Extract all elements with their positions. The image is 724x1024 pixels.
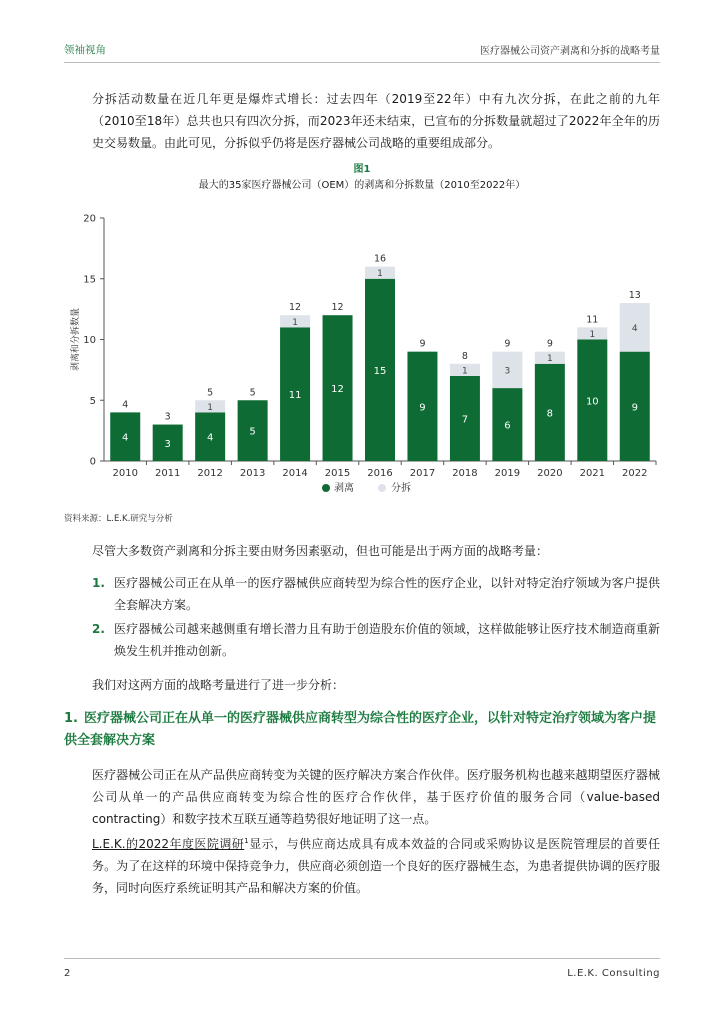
x-tick-label: 2014 bbox=[282, 468, 308, 479]
bar-value-label: 15 bbox=[373, 365, 387, 377]
footnote-marker: 1 bbox=[244, 837, 249, 845]
legend-marker bbox=[378, 484, 386, 492]
bar-value-label: 3 bbox=[504, 366, 511, 377]
list-item-number: 2. bbox=[92, 622, 105, 636]
bar-value-label: 1 bbox=[546, 354, 553, 365]
footer-divider bbox=[64, 958, 660, 959]
legend-marker bbox=[322, 484, 330, 492]
x-tick-label: 2013 bbox=[239, 468, 266, 479]
bar-total-label: 13 bbox=[628, 290, 641, 302]
x-tick-label: 2018 bbox=[452, 468, 478, 479]
list-item-number: 1. bbox=[92, 576, 105, 590]
list-item bbox=[92, 618, 660, 662]
bar-total-label: 11 bbox=[586, 314, 599, 326]
bar-total-label: 9 bbox=[504, 338, 511, 350]
bar-value-label: 12 bbox=[331, 384, 344, 396]
list-item-text: 医疗器械公司越来越侧重有增长潜力且有助于创造股东价值的领域，这样做能够让医疗技术制造商重新焕发生机并推动创新。 bbox=[114, 622, 660, 658]
bar-value-label: 8 bbox=[546, 408, 554, 420]
bar-total-label: 5 bbox=[249, 387, 256, 399]
y-tick-label: 5 bbox=[89, 395, 96, 407]
y-tick-label: 15 bbox=[83, 274, 96, 286]
bar-value-label: 1 bbox=[377, 269, 383, 280]
bar-total-label: 12 bbox=[331, 302, 344, 314]
footer-brand: L.E.K. Consulting bbox=[567, 968, 660, 979]
bar-value-label: 9 bbox=[631, 402, 638, 414]
bar-value-label: 1 bbox=[462, 366, 468, 377]
stacked-bar-chart bbox=[64, 200, 664, 506]
bar-value-label: 4 bbox=[122, 432, 129, 444]
bar-value-label: 7 bbox=[461, 414, 469, 426]
figure-number: 图1 bbox=[353, 164, 371, 175]
intro-paragraph: 分拆活动数量在近几年更是爆炸式增长：过去四年（2019至22年）中有九次分拆，在此之前的九年（2010至18年）总共也只有四次分拆，而2023年还未结束，已宣布的分拆数量就超过了2022年全年的历史交易数量。由此可见，分拆似乎仍将是医疗器械公司战略的重要组成部分。 bbox=[92, 92, 660, 150]
bar-value-label: 3 bbox=[164, 438, 171, 450]
strategy-intro-paragraph: 尽管大多数资产剥离和分拆主要由财务因素驱动，但也可能是出于两方面的战略考量： bbox=[92, 544, 549, 558]
bar-value-label: 6 bbox=[504, 420, 511, 432]
x-tick-label: 2016 bbox=[367, 468, 393, 479]
bar-value-label: 4 bbox=[206, 432, 214, 444]
header-document-title: 医疗器械公司资产剥离和分拆的战略考量 bbox=[480, 46, 660, 57]
bar-total-label: 9 bbox=[546, 338, 553, 350]
bar-value-label: 10 bbox=[585, 396, 599, 408]
y-tick-label: 0 bbox=[89, 456, 96, 468]
bar-value-label: 4 bbox=[631, 323, 638, 334]
body-paragraph-transition: 医疗器械公司正在从产品供应商转变为关键的医疗解决方案合作伙伴。医疗服务机构也越来越期望医疗器械公司从单一的产品供应商转变为综合性的医疗合作伙伴，基于医疗价值的服务合同（value-based contracting）和数字技术互联互通等趋势很好地证明了这一点。 bbox=[92, 768, 660, 826]
section-title: 医疗器械公司正在从单一的医疗器械供应商转型为综合性的医疗企业，以针对特定治疗领域为客户提供全套解决方案 bbox=[64, 711, 656, 748]
x-tick-label: 2010 bbox=[112, 468, 138, 479]
analysis-intro-paragraph: 我们对这两方面的战略考量进行了进一步分析： bbox=[92, 678, 345, 692]
bar-total-label: 16 bbox=[373, 253, 387, 265]
list-item bbox=[92, 572, 660, 616]
bar-value-label: 5 bbox=[249, 426, 256, 438]
list-item-text: 医疗器械公司正在从单一的医疗器械供应商转型为综合性的医疗企业，以针对特定治疗领域为客户提供全套解决方案。 bbox=[114, 576, 660, 612]
y-axis-label: 剥离和分拆数量 bbox=[71, 307, 81, 372]
y-tick-label: 10 bbox=[83, 335, 96, 346]
x-tick-label: 2021 bbox=[579, 468, 606, 479]
x-tick-label: 2011 bbox=[154, 468, 181, 479]
figure-title: 最大的35家医疗器械公司（OEM）的剥离和分拆数量（2010至2022年） bbox=[198, 180, 526, 191]
strategy-list bbox=[92, 572, 660, 664]
x-tick-label: 2015 bbox=[324, 468, 351, 479]
figure-source: 资料来源：L.E.K.研究与分析 bbox=[64, 514, 173, 524]
bar-value-label: 1 bbox=[292, 317, 298, 328]
y-tick-label: 20 bbox=[83, 213, 96, 225]
survey-link[interactable]: L.E.K.的2022年度医院调研 bbox=[92, 837, 245, 851]
bar-value-label: 9 bbox=[419, 402, 426, 414]
legend-label: 分拆 bbox=[391, 483, 411, 494]
x-tick-label: 2019 bbox=[494, 468, 521, 479]
body-paragraph-survey bbox=[92, 830, 660, 899]
x-tick-label: 2022 bbox=[622, 468, 648, 479]
section-number: 1. bbox=[64, 711, 78, 726]
bar-total-label: 4 bbox=[122, 399, 129, 411]
bar-value-label: 1 bbox=[207, 402, 214, 413]
page-number: 2 bbox=[64, 968, 71, 979]
x-tick-label: 2012 bbox=[197, 468, 223, 479]
bar-value-label: 1 bbox=[589, 329, 596, 340]
bar-total-label: 5 bbox=[207, 387, 214, 399]
section-heading bbox=[64, 708, 660, 752]
bar-total-label: 9 bbox=[419, 338, 426, 350]
legend-label: 剥离 bbox=[334, 483, 354, 494]
x-tick-label: 2017 bbox=[409, 468, 436, 479]
header-divider bbox=[64, 62, 660, 63]
bar-total-label: 12 bbox=[289, 302, 302, 314]
survey-paragraph-text: 显示，与供应商达成具有成本效益的合同或采购协议是医院管理层的首要任务。为了在这样的环境中保持竞争力，供应商必须创造一个良好的医疗器械生态，为患者提供协调的医疗服务，同时向医疗系统证明其产品和解决方案的价值。 bbox=[92, 837, 660, 895]
x-tick-label: 2020 bbox=[537, 468, 563, 479]
bar-total-label: 8 bbox=[461, 350, 468, 362]
bar-total-label: 3 bbox=[164, 411, 171, 423]
header-section-label: 领袖视角 bbox=[64, 44, 106, 56]
bar-value-label: 11 bbox=[288, 390, 302, 402]
